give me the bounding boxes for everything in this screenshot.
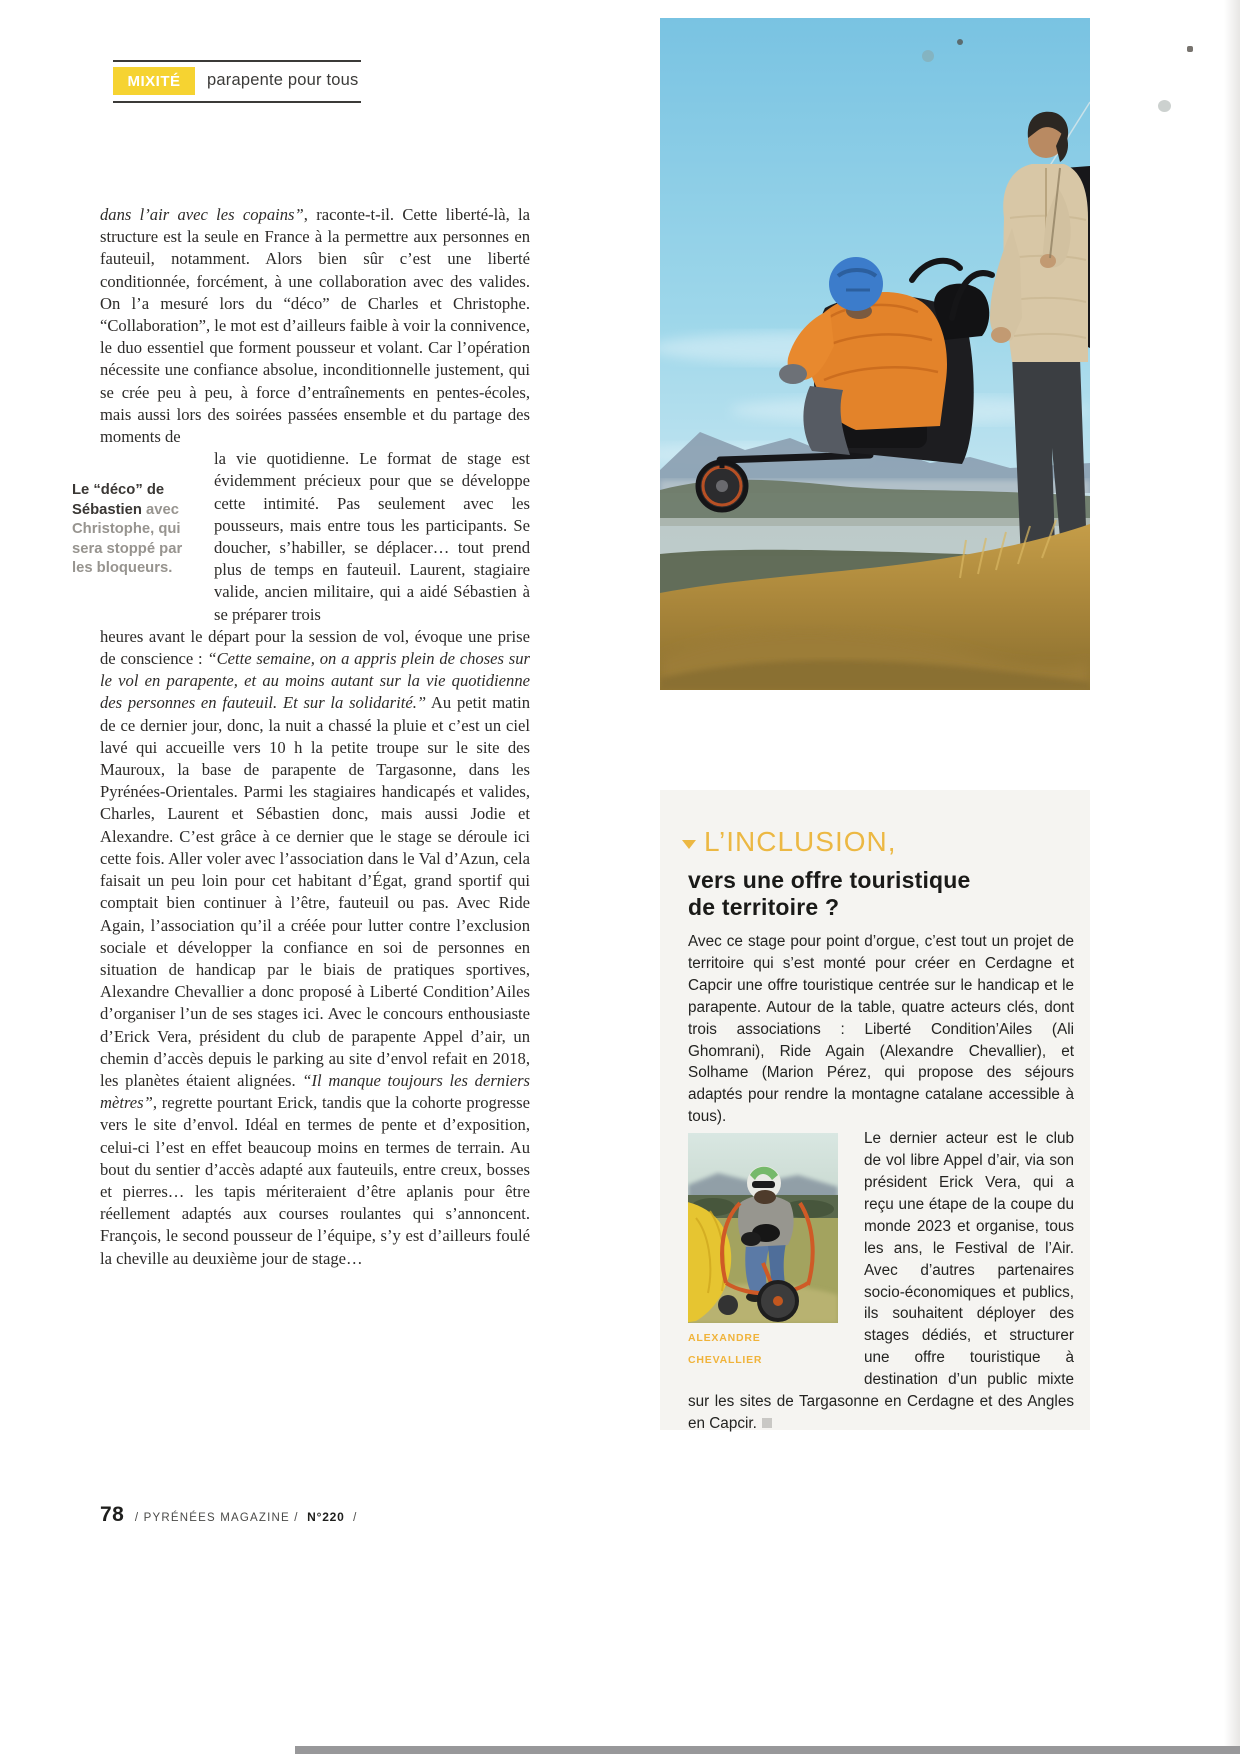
inclusion-paragraph-1: Avec ce stage pour point d’orgue, c’est tout un projet de territoire qui s’est monté pour créer en Cerdagne et Capcir une offre touristique centrée sur le handicap et le parapente. Autour de la table, quatre acteurs clés, dont trois associations : Liberté Condition’Ailes (Ali Ghomrani), Ride Again (Alexandre Chevallier), et Solhame (Marion Pérez, qui propose des séjours adaptés pour rendre la montagne catalane accessible à tous).	[688, 933, 1074, 1126]
inclusion-photo-illustration	[688, 1133, 838, 1323]
triangle-down-icon	[682, 840, 696, 849]
article-paragraph-1: dans l’air avec les copains”, raconte-t-il. Cette liberté-là, la structure est la seule en France à la permettre aux personnes en fauteuil, notamment. Alors bien sûr c’est une liberté conditionnée, forcément, à une collaboration avec des valides. On l’a mesuré lors du “déco” de Charles et Christophe. “Collaboration”, le mot est d’ailleurs faible à voir la connivence, le duo essentiel que forment pousseur et volant. Car l’opération nécessite une confiance absolue, inconditionnelle justement, qui se crée peu à peu, à force d’entraînements en pentes-écoles, mais aussi lors des soirées passées ensemble et du partage des moments de	[100, 205, 530, 447]
article-column	[100, 204, 530, 1270]
article-paragraph-3: heures avant le départ pour la session de vol, évoque une prise de conscience : “Cette semaine, on a appris plein de choses sur le vol en parapente, et au moins autant sur la vie quotidienne des personnes en fauteuil. Et sur la solidarité.” Au petit matin de ce dernier jour, donc, la nuit a chassé la pluie et c’est un ciel lavé qui accueille vers 10 h la petite troupe sur le site des Mauroux, la base de parapente de Targasonne, dans les Pyrénées-Orientales. Parmi les stagiaires handicapés et valides, Charles, Laurent et Sébastien donc, mais aussi Jodie et Alexandre. C’est grâce à ce dernier que le stage se déroule ici cette fois. Aller voler avec l’association dans le Val d’Azun, cela faisait un peu loin pour cet habitant d’Égat, grand sportif qui comptait bien continuer à l’être, fauteuil ou pas. Avec Ride Again, l’association qu’il a créée pour lutter contre l’exclusion sociale et développer la confiance en soi de personnes en situation de handicap par le biais de pratiques sportives, Alexandre Chevallier a donc proposé à Liberté Condition’Ailes d’organiser l’un de ses stages ici. Avec le concours enthousiaste d’Erick Vera, président du club de parapente Appel d’air, un chemin d’accès depuis le parking au site d’envol refait en 2018, les planètes étaient alignées. “Il manque toujours les derniers mètres”, regrette pourtant Erick, tandis que la cohorte progresse vers le site d’envol. Idéal en termes de pente et d’exposition, celui-ci l’est en effet beaucoup moins en termes de terrain. Au bout du sentier d’accès adapté aux fauteuils, entre creux, bosses et pierres… les tapis mériteraient d’être aplanis pour être réellement adaptés aux courses roulantes qui s’annoncent. François, le second pousseur de l’équipe, s’y est d’ailleurs foulé la cheville au deuxième jour de stage…	[100, 626, 530, 1268]
inclusion-box	[660, 790, 1090, 1430]
inclusion-photo-credit: ALEXANDRE CHEVALLIER	[688, 1332, 763, 1367]
inclusion-photo	[688, 1133, 838, 1372]
magazine-name: / PYRÉNÉES MAGAZINE /	[134, 1512, 299, 1524]
scan-edge-right	[1224, 0, 1240, 1754]
margin-caption: Le “déco” de Sébastien avec Christophe, qui sera stoppé par les bloqueurs.	[72, 482, 183, 576]
section-topic: parapente pour tous	[207, 71, 359, 89]
header-rule-top	[113, 60, 361, 62]
article-paragraph-2: la vie quotidienne. Le format de stage est évidemment précieux pour que se développe cette intimité. Pas seulement avec les pousseurs, mais entre tous les participants. Se doucher, s’habiller, se déplacer… tout prend plus de temps en fauteuil. Laurent, stagiaire valide, ancien militaire, qui a aidé Sébastien à se préparer trois	[214, 449, 530, 624]
inclusion-title: vers une offre touristique de territoire ?	[688, 867, 971, 920]
scan-speck	[1187, 46, 1193, 52]
end-mark	[762, 1418, 772, 1428]
header-rule-bottom	[113, 101, 361, 103]
scan-edge-bottom	[295, 1746, 1240, 1754]
hero-photo-illustration	[660, 18, 1090, 690]
inclusion-kicker-row	[688, 826, 1074, 858]
section-tag	[113, 67, 195, 95]
issue-number: N°220	[307, 1510, 345, 1524]
inclusion-body	[688, 931, 1074, 1435]
inclusion-kicker: L’INCLUSION,	[704, 826, 897, 857]
page-footer	[100, 1503, 356, 1527]
footer-slash: /	[353, 1512, 357, 1524]
page-number: 78	[100, 1503, 125, 1526]
scan-speck	[1158, 100, 1171, 112]
hero-photo	[660, 18, 1090, 690]
inclusion-paragraph-2-text: Le dernier acteur est le club de vol libre Appel d’air, via son président Erick Vera, qui a reçu une étape de la coupe du monde 2023 et organise, tous les ans, le Festival de l’Air. Avec d’autres partenaires socio-économiques et publics, ils souhaitent déployer des stages dédiés, et structurer une offre touristique à destination d’un public mixte sur les sites de Targasonne en Cerdagne et des Angles en Capcir.	[688, 1130, 1074, 1432]
section-tag-label: MIXITÉ	[127, 72, 181, 90]
